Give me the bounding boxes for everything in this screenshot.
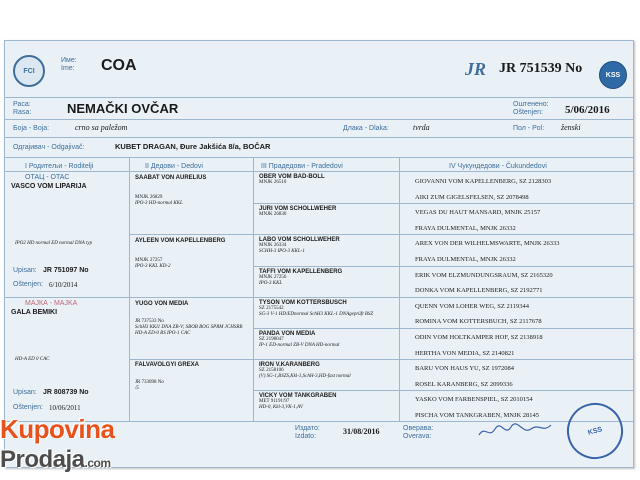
mother-upisan: JR 808739 No bbox=[43, 389, 89, 396]
breed-label: Раса: Rasa: bbox=[13, 101, 32, 116]
father-ostenjen: 6/10/2014 bbox=[49, 281, 78, 289]
great-grandparent-7 bbox=[259, 362, 397, 380]
great-great-list bbox=[415, 174, 560, 424]
ancestor-entry: ERIK VOM ELZMUNDUNGSRAUM, SZ 2165320 bbox=[415, 271, 553, 279]
great-grandparent-info: IPO-3 KKL bbox=[259, 281, 283, 286]
mother-info: HD-A ED 0 CAC bbox=[15, 357, 50, 362]
grandparent-reg: JR 733098 No bbox=[135, 380, 164, 385]
issued-value: 31/08/2016 bbox=[343, 427, 380, 436]
signature-icon bbox=[475, 419, 555, 443]
ancestor-entry: ROMINA VOM KOTTERSBUCH, SZ 2117678 bbox=[415, 318, 542, 326]
mother-upisan-label: Upisan: bbox=[13, 389, 37, 396]
birth-label: Оштенено: Oštenjen: bbox=[513, 101, 549, 116]
ancestor-entry: YASKO VOM FARBENSPIEL, SZ 2010154 bbox=[415, 396, 533, 404]
ancestor-entry: FRAYA DULMENTAL, MNJK 26332 bbox=[415, 224, 516, 232]
grandparent-reg: MNJK 27257 bbox=[135, 258, 163, 263]
grandparent-name: FALVAVOLGYI GREXA bbox=[135, 362, 200, 368]
father-ostenjen-label: Oštenjen: bbox=[13, 281, 43, 288]
verified-label: Оверава: Overava: bbox=[403, 425, 434, 440]
hair-label: Длака - Dlaka: bbox=[343, 125, 389, 132]
great-grandparent-info: SCHH-3 IPO-3 KKL-1 bbox=[259, 249, 305, 254]
great-grandparent-reg: MNJK 26830 bbox=[259, 212, 287, 217]
ancestor-entry: ODIN VOM HOLTKAMPER HOF, SZ 2138918 bbox=[415, 333, 543, 341]
grandparent-name: SAABAT VON AURELIUS bbox=[135, 175, 207, 181]
ancestor-entry: DONKA VOM KAPELLENBERG, SZ 2192771 bbox=[415, 287, 543, 295]
column-grandparents: II Дедови - Dedovi bbox=[145, 163, 203, 170]
great-grandparent-6 bbox=[259, 331, 397, 349]
great-grandparent-name: LABO VOM SCHOLLWEHER bbox=[259, 237, 340, 243]
great-grandparent-reg: MET 91191/97 bbox=[259, 399, 290, 404]
ancestor-entry: AIKI ZUM GIGELSFELSEN, SZ 2078498 bbox=[415, 193, 529, 201]
breed-value: NEMAČKI OVČAR bbox=[67, 101, 179, 116]
great-grandparent-reg: MNJK 26510 bbox=[259, 180, 287, 185]
watermark-kupovina: Kupovina bbox=[0, 414, 115, 444]
mother-name: GALA BEMIKI bbox=[11, 309, 58, 316]
great-grandparent-name: TAFFI VOM KAPELLENBERG bbox=[259, 269, 343, 275]
ancestor-entry: VEGAS DU HAUT MANSARD, MNJK 25157 bbox=[415, 209, 541, 217]
column-great-great: IV Чукундедови - Čukundedovi bbox=[449, 163, 547, 170]
grandparent-2 bbox=[135, 238, 249, 270]
great-grandparent-reg: SZ 2158106 bbox=[259, 368, 284, 373]
great-grandparent-1 bbox=[259, 174, 397, 186]
watermark-prodaja-text: Prodaja bbox=[0, 446, 85, 473]
ancestor-entry: BARU VON HAUS YU, SZ 1972084 bbox=[415, 365, 514, 373]
great-grandparent-name: PANDA VON MEDIA bbox=[259, 331, 316, 337]
registry-value: COA bbox=[101, 57, 137, 74]
grandparent-name: YUGO VON MEDIA bbox=[135, 301, 189, 307]
sex-label: Пол - Pol: bbox=[513, 125, 545, 132]
watermark-suffix: .com bbox=[84, 456, 111, 470]
color-value: crno sa paležom bbox=[75, 123, 128, 132]
great-grandparent-4 bbox=[259, 269, 397, 287]
great-grandparent-3 bbox=[259, 237, 397, 255]
grandparent-4 bbox=[135, 362, 249, 392]
ancestor-entry: AREX VON DER WILHELMSWARTE, MNJK 26333 bbox=[415, 240, 560, 248]
great-grandparent-name: TYSON VOM KOTTERSBUSCH bbox=[259, 300, 347, 306]
ancestor-entry: PISCHA VOM TANKGRABEN, MNJK 28145 bbox=[415, 411, 540, 419]
mother-ostenjen-label: Oštenjen: bbox=[13, 404, 43, 411]
great-grandparent-reg: SZ 2198047 bbox=[259, 337, 284, 342]
ancestor-entry: ROSEL KARANBERG, SZ 2099336 bbox=[415, 380, 513, 388]
mother-label: МАЈКА - MAJKA bbox=[25, 300, 78, 307]
column-great-grandparents: III Прадедови - Pradedovi bbox=[261, 163, 343, 170]
father-label: ОТАЦ - OTAC bbox=[25, 174, 70, 181]
father-name: VASCO VOM LIPARIJA bbox=[11, 183, 87, 190]
great-grandparent-8 bbox=[259, 393, 397, 411]
great-grandparent-name: JURI VOM SCHOLLWEHER bbox=[259, 206, 337, 212]
father-upisan-label: Upisan: bbox=[13, 267, 37, 274]
father-info: IPO2 HD normal ED normal DNA typ bbox=[15, 241, 93, 246]
issued-label: Издато: Izdato: bbox=[295, 425, 320, 440]
great-grandparent-name: VICKY VOM TANKGRABEN bbox=[259, 393, 337, 399]
watermark-prodaja bbox=[0, 446, 111, 474]
pedigree-certificate bbox=[4, 40, 634, 468]
grandparent-info: SchH3 KKl1 DNA ZB-V; SBOB BOG SPRM JCHSRB HD-A ED-0 BS IPO-1 CAC bbox=[135, 325, 243, 336]
great-grandparent-2 bbox=[259, 206, 397, 218]
breeder-value: KUBET DRAGAN, Đure Jakšića 8/a, BOČAR bbox=[115, 142, 271, 151]
great-grandparent-info: SG-3 V-1 HD/EDnormal SchH3 KKL-1 DNAgeprüft BSZ bbox=[259, 312, 374, 317]
kss-stamp-icon: KSS bbox=[561, 397, 630, 466]
jr-prefix: JR bbox=[465, 59, 487, 79]
grandparent-info: IPO-3 HD-normal KKL bbox=[135, 201, 183, 206]
grandparent-reg: JR 737533 No bbox=[135, 319, 164, 324]
great-grandparent-info: (V) SG-1,BSZS,Kkl-1,SchH-3,HD-fast normal bbox=[259, 374, 351, 379]
ancestor-entry: GIOVANNI VOM KAPELLENBERG, SZ 2128303 bbox=[415, 178, 552, 185]
fci-logo-icon: FCI bbox=[13, 55, 45, 87]
grandparent-name: AYLEEN VOM KAPELLENBERG bbox=[135, 238, 226, 244]
ancestor-entry: FRAYA DULMENTAL, MNJK 26332 bbox=[415, 255, 516, 263]
great-grandparent-reg: MNJK 27256 bbox=[259, 275, 287, 280]
father-upisan: JR 751097 No bbox=[43, 267, 89, 274]
mother-ostenjen: 10/06/2011 bbox=[49, 404, 81, 412]
ancestor-entry: HERTHA VON MEDIA, SZ 2140821 bbox=[415, 349, 515, 357]
grandparent-1 bbox=[135, 175, 249, 207]
great-grandparent-5 bbox=[259, 300, 397, 318]
color-label: Боја - Boja: bbox=[13, 125, 50, 132]
grandparent-reg: MNJK 26829 bbox=[135, 195, 163, 200]
ancestor-entry: QUENN VOM LOHER WEG, SZ 2119344 bbox=[415, 302, 529, 310]
registration-number: JR 751539 No bbox=[499, 61, 583, 76]
great-grandparent-name: OBER VOM BAD-BOLL bbox=[259, 174, 325, 180]
birth-value: 5/06/2016 bbox=[565, 104, 610, 116]
grandparent-3 bbox=[135, 301, 249, 337]
grandparent-info: /5 bbox=[135, 386, 139, 391]
hair-value: tvrda bbox=[413, 123, 430, 132]
great-grandparent-name: IRON V.KARANBERG bbox=[259, 362, 320, 368]
kss-logo-icon: KSS bbox=[599, 61, 627, 89]
sex-value: ženski bbox=[561, 123, 581, 132]
great-grandparent-reg: MNJK 26334 bbox=[259, 243, 287, 248]
great-grandparent-reg: SZ 2175542 bbox=[259, 306, 284, 311]
great-grandparent-info: HD-0, Kkl-3,VK-1,AV bbox=[259, 405, 303, 410]
column-parents: I Родитељи - Roditelji bbox=[25, 163, 94, 170]
ime-label: Име: Ime: bbox=[61, 57, 77, 72]
breeder-label: Одгајивач - Odgajivač: bbox=[13, 144, 85, 151]
great-grandparent-info: IP-1 ED-normal ZB-V DNA HD-normal bbox=[259, 343, 340, 348]
grandparent-info: IPO-3 KKL KD-2 bbox=[135, 264, 171, 269]
